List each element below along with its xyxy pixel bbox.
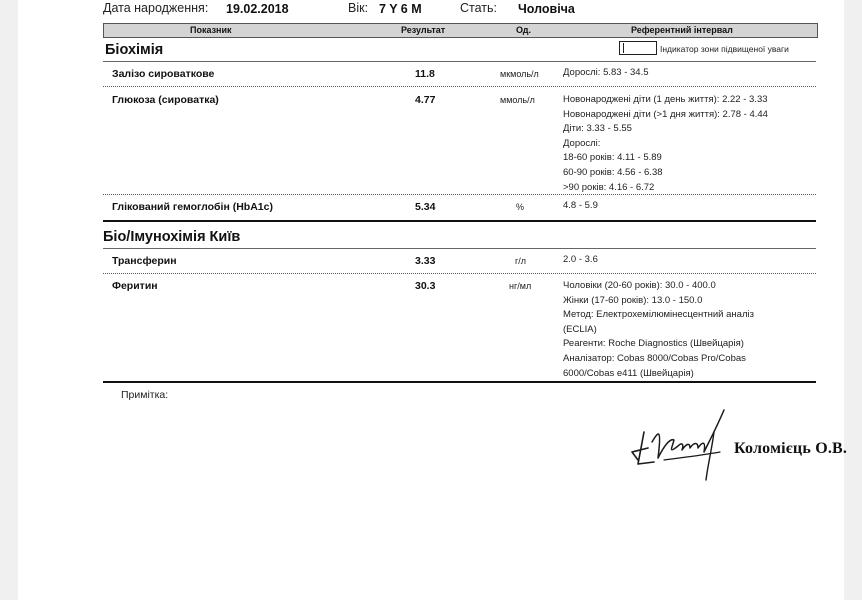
row-reference-line: (ECLIA) xyxy=(563,323,597,335)
row-result-value: 5.34 xyxy=(415,201,436,213)
report-page xyxy=(18,0,848,600)
column-header-unit: Од. xyxy=(516,25,531,35)
row-reference-line: Метод: Електрохемілюмінесцентний аналіз xyxy=(563,309,754,321)
row-reference-line: 6000/Cobas e411 (Швейцарія) xyxy=(563,367,694,379)
row-unit: г/л xyxy=(515,256,527,266)
attention-indicator-legend: Індикатор зони підвищеної уваги xyxy=(660,44,789,54)
column-header-reference: Референтний інтервал xyxy=(631,25,733,35)
row-unit: ммоль/л xyxy=(500,95,535,105)
row-unit: нг/мл xyxy=(509,281,532,291)
row-reference-line: 60-90 років: 4.56 - 6.38 xyxy=(563,167,663,178)
column-header-result: Результат xyxy=(401,25,446,35)
row-indicator-name: Глюкоза (сироватка) xyxy=(112,94,219,106)
row-reference-line: Чоловіки (20-60 років): 30.0 - 400.0 xyxy=(563,280,716,291)
handwritten-signature-icon xyxy=(628,402,732,488)
row-reference-line: Дорослі: xyxy=(563,137,601,149)
note-label: Примітка: xyxy=(121,389,169,401)
age-value: 7 Y 6 M xyxy=(379,2,422,16)
row-reference-line: Реагенти: Roche Diagnostics (Швейцарія) xyxy=(563,338,744,350)
row-reference-line: 4.8 - 5.9 xyxy=(563,200,598,211)
row-reference-line: >90 років: 4.16 - 6.72 xyxy=(563,181,655,193)
section-title-bio-immunochemistry: Біо/Імунохімія Київ xyxy=(103,229,241,245)
section-title-biochemistry: Біохімія xyxy=(105,42,164,58)
row-unit: мкмоль/л xyxy=(500,69,539,79)
section-end-divider xyxy=(103,381,816,383)
column-header-indicator: Показник xyxy=(190,25,232,35)
age-label: Вік: xyxy=(348,1,369,15)
row-reference-line: Жінки (17-60 років): 13.0 - 150.0 xyxy=(563,294,703,306)
row-result-value: 4.77 xyxy=(415,94,436,106)
signature-name: Коломієць О.В. xyxy=(734,440,848,457)
row-indicator-name: Феритин xyxy=(112,280,158,292)
row-reference-line: Новонароджені діти (>1 дня життя): 2.78 - 4.44 xyxy=(563,108,768,120)
row-result-value: 30.3 xyxy=(415,280,436,292)
row-unit: % xyxy=(516,202,525,212)
section-end-divider xyxy=(103,220,816,222)
dob-value: 19.02.2018 xyxy=(226,2,289,16)
row-result-value: 11.8 xyxy=(415,68,435,80)
row-indicator-name: Трансферин xyxy=(112,255,177,267)
section-divider xyxy=(103,61,816,62)
section-divider xyxy=(103,248,816,249)
row-indicator-name: Залізо сироваткове xyxy=(112,68,215,80)
row-reference-line: Аналізатор: Cobas 8000/Cobas Pro/Cobas xyxy=(563,353,746,364)
row-reference-line: 2.0 - 3.6 xyxy=(563,254,598,265)
dob-label: Дата народження: xyxy=(103,1,209,15)
sex-label: Стать: xyxy=(460,1,497,15)
row-reference-line: Дорослі: 5.83 - 34.5 xyxy=(563,67,649,78)
row-divider xyxy=(103,273,816,274)
table-header xyxy=(103,23,818,38)
row-indicator-name: Глікований гемоглобін (HbA1c) xyxy=(112,201,273,213)
sex-value: Чоловіча xyxy=(518,2,575,16)
row-divider xyxy=(103,194,816,195)
row-result-value: 3.33 xyxy=(415,255,436,267)
row-reference-line: 18-60 років: 4.11 - 5.89 xyxy=(563,152,662,164)
attention-indicator-icon xyxy=(619,41,657,55)
signature-block xyxy=(628,402,848,488)
row-reference-line: Діти: 3.33 - 5.55 xyxy=(563,123,632,135)
row-reference-line: Новонароджені діти (1 день життя): 2.22 - 3.33 xyxy=(563,94,768,105)
row-divider xyxy=(103,86,816,87)
